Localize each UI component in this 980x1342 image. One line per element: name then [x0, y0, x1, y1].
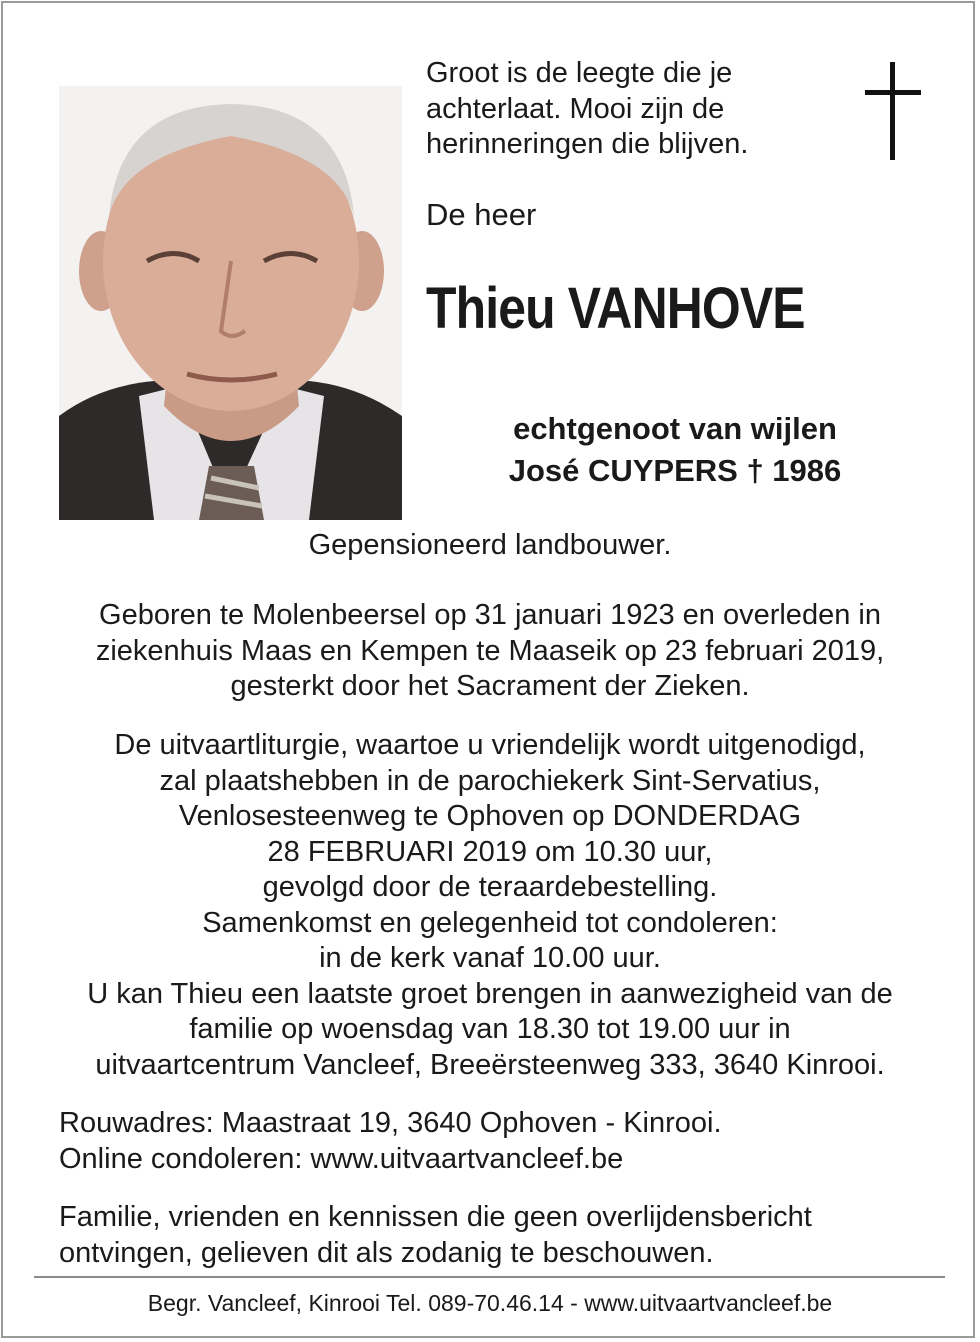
honorific: De heer — [426, 197, 537, 232]
spouse-line: echtgenoot van wijlen — [513, 411, 837, 446]
text-line: ontvingen, gelieven dit als zodanig te beschouwen. — [59, 1236, 714, 1269]
text-line: in de kerk vanaf 10.00 uur. — [319, 942, 661, 974]
spouse-info — [440, 408, 910, 492]
text-line: Familie, vrienden en kennissen die geen overlijdensbericht — [59, 1201, 812, 1233]
text-line: familie op woensdag van 18.30 tot 19.00 uur in — [189, 1013, 791, 1045]
text-line: gevolgd door de teraardebestelling. — [262, 871, 718, 903]
quote-line: Groot is de leegte die je — [426, 57, 733, 89]
memorial-quote — [426, 56, 846, 163]
spouse-line: José CUYPERS † 1986 — [508, 453, 842, 488]
quote-line: achterlaat. Mooi zijn de — [426, 92, 725, 125]
text-line: Samenkomst en gelegenheid tot condoleren: — [202, 906, 778, 939]
deceased-name: Thieu VANHOVE — [426, 276, 805, 341]
cross-icon — [863, 62, 923, 160]
funeral-home-footer: Begr. Vancleef, Kinrooi Tel. 089-70.46.14 - www.uitvaartvancleef.be — [147, 1290, 833, 1316]
occupation-text: Gepensioneerd landbouwer. — [308, 529, 672, 561]
text-line: gesterkt door het Sacrament der Zieken. — [230, 670, 750, 702]
contact-info — [59, 1106, 939, 1177]
funeral-paragraph — [40, 728, 940, 1083]
quote-line: herinneringen die blijven. — [426, 128, 749, 160]
text-line: U kan Thieu een laatste groet brengen in aanwezigheid van de — [87, 977, 893, 1010]
notice-paragraph — [59, 1200, 939, 1271]
birth-death-paragraph — [40, 598, 940, 705]
mourning-address: Rouwadres: Maastraat 19, 3640 Ophoven - Kinrooi. — [59, 1107, 722, 1139]
online-condolence: Online condoleren: www.uitvaartvancleef.be — [59, 1142, 624, 1175]
occupation — [40, 528, 940, 564]
text-line: Venlosesteenweg te Ophoven op DONDERDAG — [178, 800, 802, 832]
text-line: Geboren te Molenbeersel op 31 januari 1923 en overleden in — [99, 599, 881, 631]
text-line: zal plaatshebben in de parochiekerk Sint-Servatius, — [159, 764, 821, 797]
text-line: De uitvaartliturgie, waartoe u vriendelijk wordt uitgenodigd, — [114, 729, 866, 761]
text-line: ziekenhuis Maas en Kempen te Maaseik op 23 februari 2019, — [95, 634, 885, 667]
text-line: 28 FEBRUARI 2019 om 10.30 uur, — [267, 835, 713, 868]
text-line: uitvaartcentrum Vancleef, Breeërsteenweg 333, 3640 Kinrooi. — [95, 1048, 885, 1081]
portrait-photo — [59, 86, 402, 520]
footer-divider — [34, 1276, 945, 1278]
